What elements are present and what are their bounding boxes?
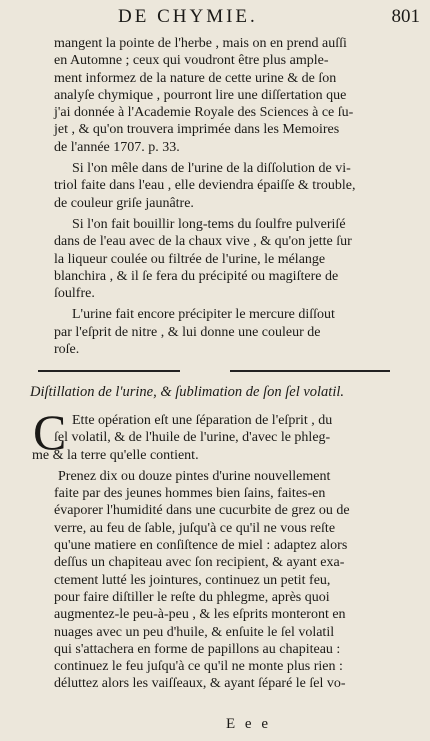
top-text-block — [54, 35, 390, 358]
page-number: 801 — [391, 6, 420, 27]
text-line: par l'eſprit de nitre , & lui donne une couleur de — [54, 324, 321, 340]
text-line: blanchira , & il ſe fera du précipité ou magiſtere de — [54, 268, 339, 284]
text-line: Ette opération eſt une ſéparation de l'eſprit , du — [72, 413, 333, 428]
drop-cap: C — [33, 404, 67, 460]
text-line: de l'année 1707. p. 33. — [54, 139, 180, 155]
text-line: analyſe chymique , pourront lire une diſſertation que — [54, 87, 347, 103]
section-divider — [38, 370, 390, 374]
text-line: roſe. — [54, 342, 80, 358]
text-line: deſſus un chapiteau avec ſon recipient, & ayant exa- — [54, 555, 345, 571]
bottom-text-block — [32, 412, 390, 693]
text-line: dans de l'eau avec de la chaux vive , & qu'on jette ſur — [54, 234, 352, 250]
text-line: L'urine fait encore précipiter le mercure diſſout — [72, 307, 335, 323]
text-line: faite par des jeunes hommes bien ſains, faites-en — [54, 486, 326, 502]
text-line: continuez le feu juſqu'à ce qu'il ne monte plus rien : — [54, 659, 343, 675]
paragraph-operation — [32, 412, 390, 464]
text-line: pour faire diſtiller le reſte du phlegme, après quoi — [54, 589, 330, 605]
text-line: Si l'on fait bouillir long-tems du ſoulfre pulveriſé — [72, 216, 346, 232]
text-line: me & la terre qu'elle contient. — [32, 447, 199, 463]
running-head — [0, 6, 430, 32]
text-line: mangent la pointe de l'herbe , mais on en prend auſſi — [54, 36, 347, 51]
paragraph-vitriol — [54, 160, 390, 212]
catchword-signature: E e e — [226, 716, 271, 732]
section-heading: Diſtillation de l'urine, & ſublimation de ſon ſel volatil. — [30, 384, 345, 400]
running-head-title: DE CHYMIE. — [118, 6, 258, 27]
paragraph-soulfre — [54, 216, 390, 302]
text-line: ſel volatil, & de l'huile de l'urine, d'avec le phleg- — [54, 430, 331, 446]
text-line: verre, au feu de ſable, juſqu'à ce qu'il ne vous reſte — [54, 520, 336, 536]
text-line: Si l'on mêle dans de l'urine de la diſſolution de vi- — [72, 161, 351, 177]
paragraph-procedure — [54, 468, 390, 693]
text-line: nuages avec un peu d'huile, & enſuite le ſel volatil — [54, 624, 335, 640]
text-line: en Automne ; ceux qui voudront être plus ample- — [54, 53, 329, 69]
text-line: triol faite dans l'eau , elle deviendra épaiſſe & trouble, — [54, 178, 356, 194]
text-line: augmentez-le peu-à-peu , & les eſprits monteront en — [54, 607, 346, 623]
paragraph-urine-analysis — [54, 35, 390, 156]
text-line: déluttez alors les vaiſſeaux, & ayant ſéparé le ſel vo- — [54, 676, 346, 692]
text-line: ſoulfre. — [54, 286, 95, 302]
text-line: évaporer l'humidité dans une cucurbite de grez ou de — [54, 503, 350, 519]
paragraph-mercure — [54, 306, 390, 358]
text-line: jet , & qu'on trouvera imprimée dans les Memoires — [54, 122, 340, 138]
text-line: ment informez de la nature de cette urine & de ſon — [54, 70, 337, 86]
text-line: ctement lutté les jointures, continuez un petit feu, — [54, 572, 331, 588]
text-line: j'ai donnée à l'Academie Royale des Sciences à ce ſu- — [54, 105, 354, 121]
text-line: qu'une matiere en conſiſtence de miel : adaptez alors — [54, 538, 348, 554]
text-line: la liqueur coulée ou filtrée de l'urine, le mélange — [54, 251, 326, 267]
divider-rule-left — [38, 370, 180, 372]
divider-rule-right — [230, 370, 390, 372]
text-line: qui s'attachera en forme de papillons au chapiteau : — [54, 641, 341, 657]
text-line: Prenez dix ou douze pintes d'urine nouvellement — [58, 468, 331, 484]
text-line: de couleur griſe jaunâtre. — [54, 195, 194, 211]
